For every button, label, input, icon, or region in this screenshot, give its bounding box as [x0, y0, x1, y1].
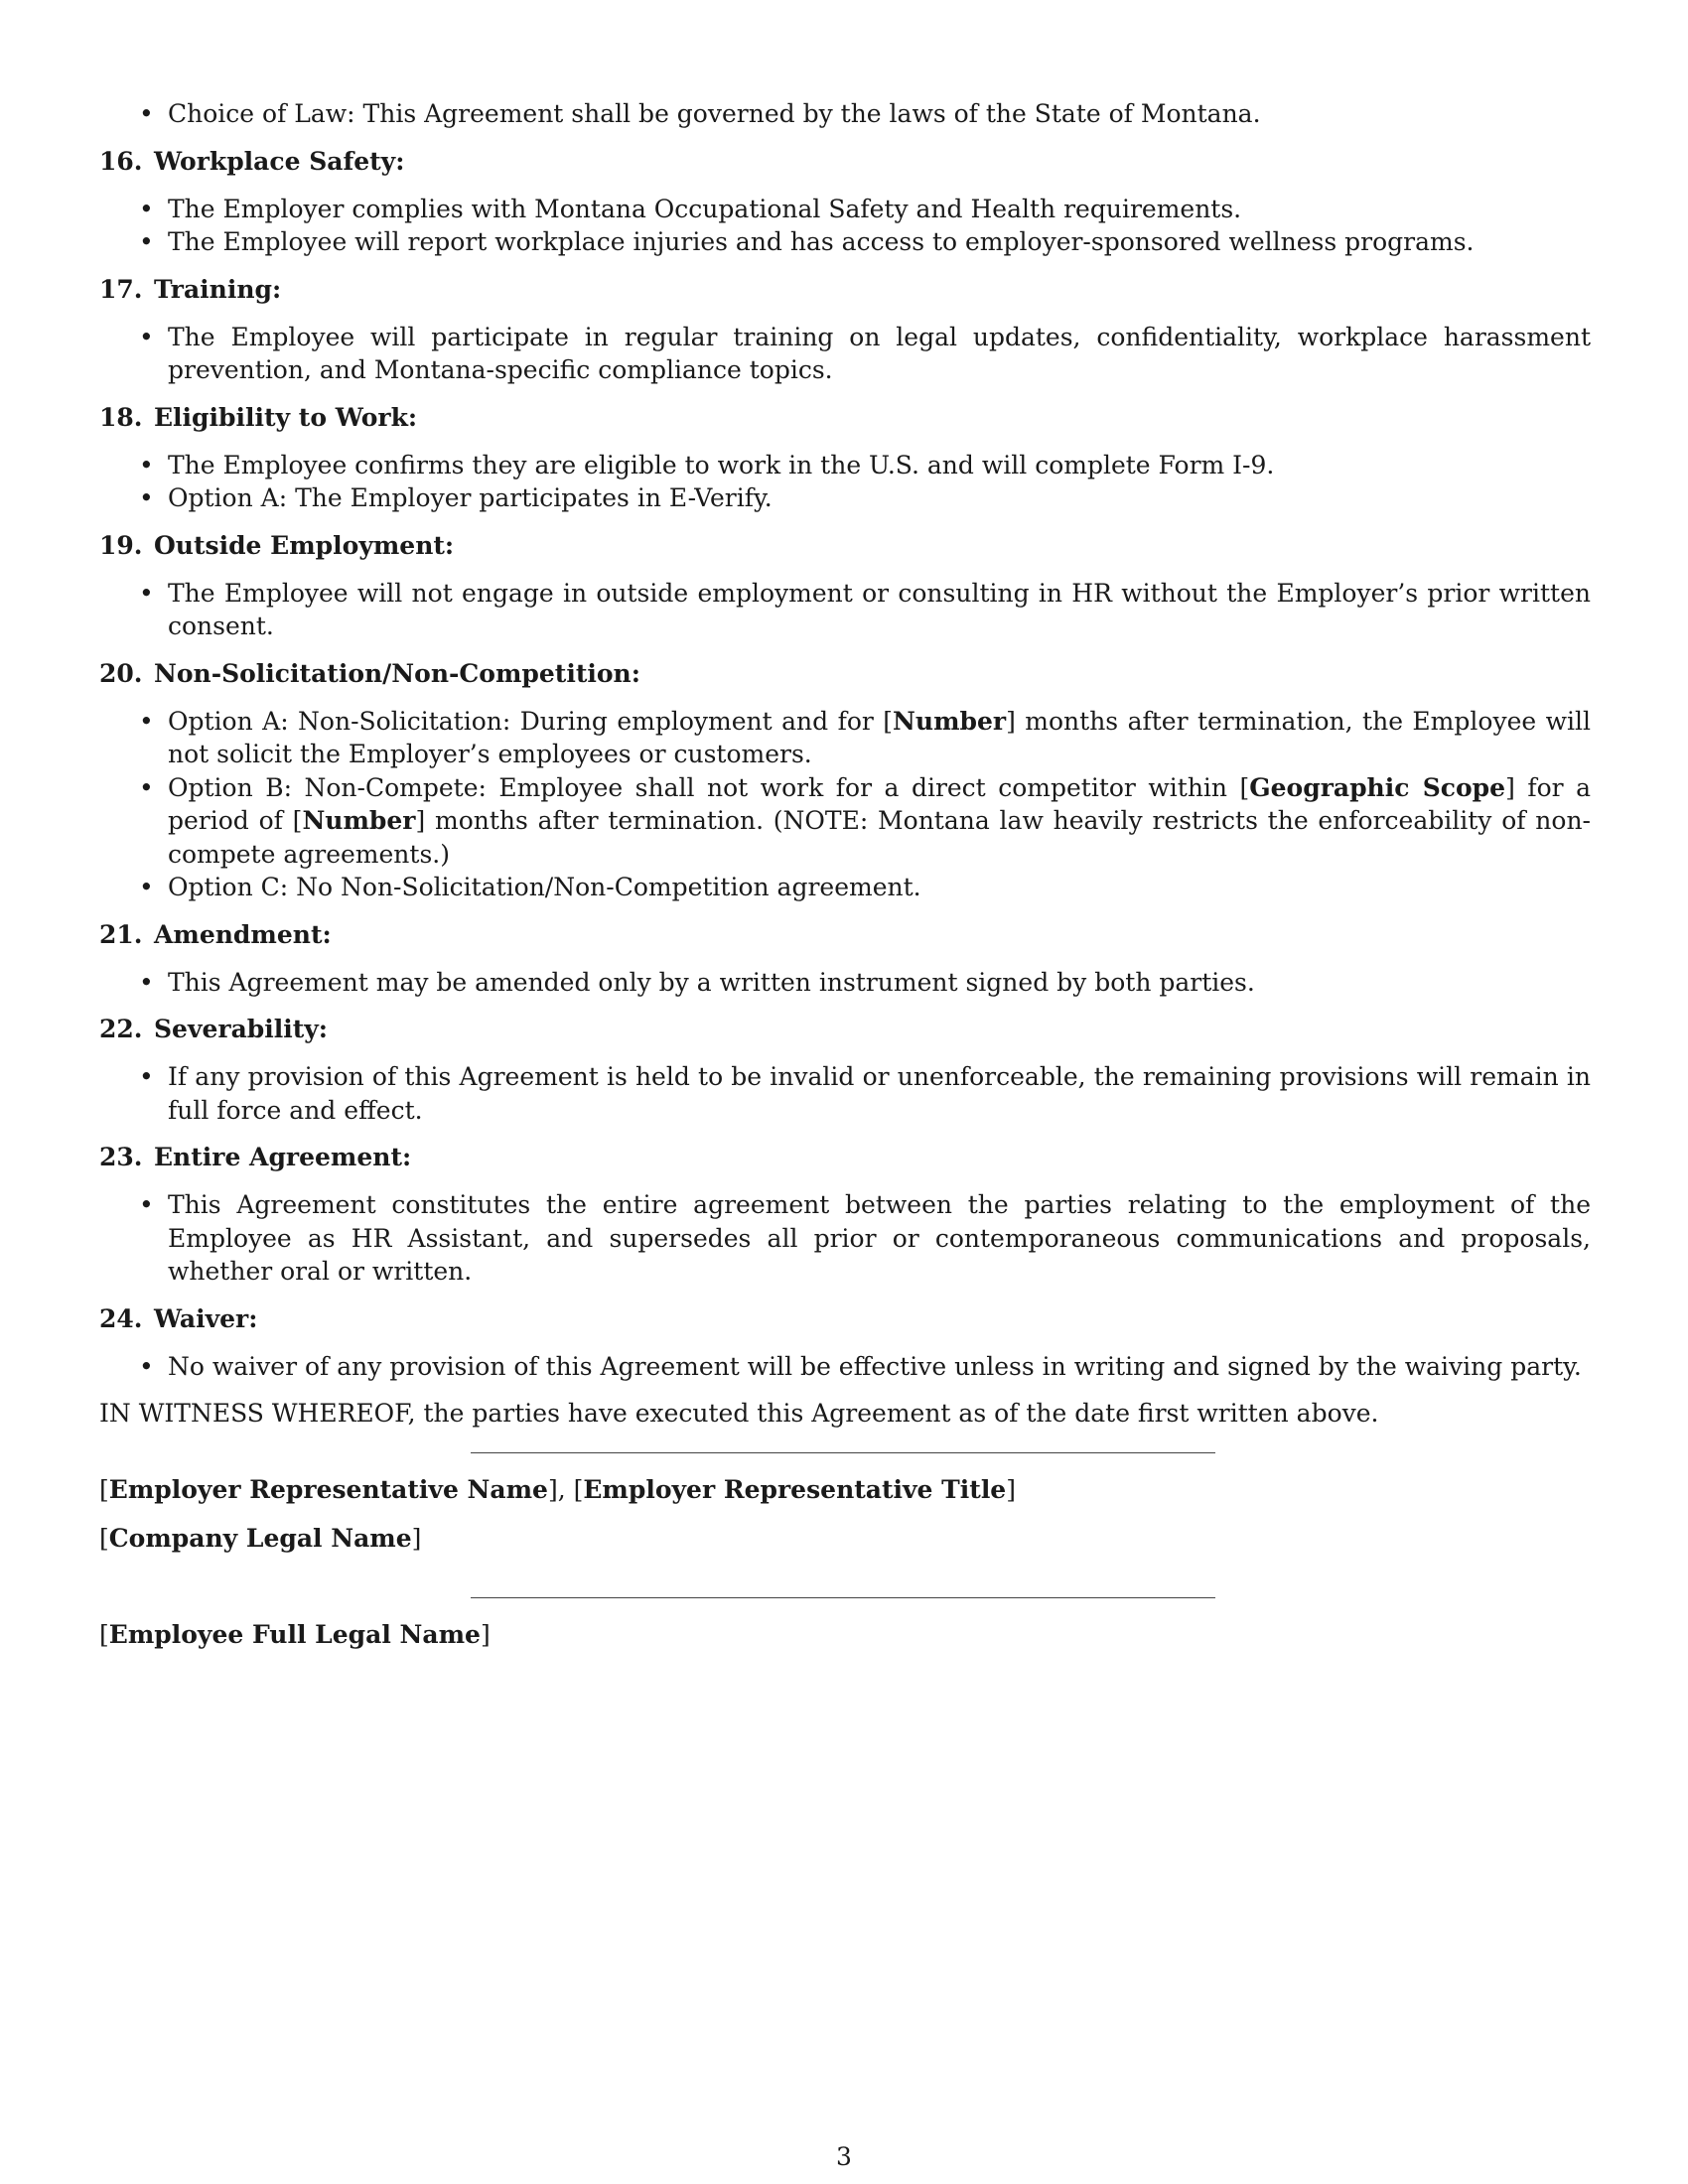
- list-item: [99, 771, 1591, 872]
- text-run: [: [883, 706, 894, 736]
- employer-rep-name: Employer Representative Name: [108, 1474, 548, 1504]
- section-title: [99, 1302, 1591, 1336]
- list-item: • This Agreement may be amended only by a written instrument signed by both parties.: [99, 966, 1591, 1000]
- section-title: [99, 1141, 1591, 1174]
- section-title: [99, 145, 1591, 179]
- section-number: 17.: [99, 274, 143, 304]
- employee-line: [Employee Full Legal Name]: [99, 1619, 491, 1649]
- intro-bullet-list: [99, 97, 1591, 131]
- list-item: • The Employer complies with Montana Occupational Safety and Health requirements.: [99, 193, 1591, 226]
- bullet-list: [99, 577, 1591, 643]
- text-run: Option C: No Non-Solicitation/Non-Competition agreement.: [168, 873, 921, 901]
- placeholder-field: Geographic Scope: [1249, 772, 1506, 802]
- bullet-list: [99, 966, 1591, 1000]
- witness-clause: IN WITNESS WHEREOF, the parties have executed this Agreement as of the date first written above.: [99, 1399, 1379, 1428]
- section-heading: Waiver:: [154, 1303, 258, 1333]
- list-item: • If any provision of this Agreement is held to be invalid or unenforceable, the remaining provisions will remain in full force and effect.: [99, 1060, 1591, 1127]
- bullet-list: [99, 321, 1591, 387]
- placeholder-field: Number: [893, 706, 1007, 736]
- text-run: ] months after termination, the Employee will not solicit the Employer’s employees or customers.: [168, 706, 1591, 768]
- placeholder-field: Number: [302, 806, 416, 835]
- employer-rep-title: Employer Representative Title: [583, 1474, 1007, 1504]
- document-page: [99, 97, 1591, 1651]
- section-title: [99, 401, 1591, 435]
- section-title: [99, 657, 1591, 691]
- list-item: • The Employee confirms they are eligible to work in the U.S. and will complete Form I-9.: [99, 449, 1591, 482]
- section: [99, 918, 1591, 1000]
- section-heading: Training:: [154, 274, 282, 304]
- list-item: [99, 871, 1591, 904]
- employee-name: Employee Full Legal Name: [108, 1619, 481, 1649]
- section: [99, 1302, 1591, 1384]
- section-heading: Outside Employment:: [154, 530, 455, 560]
- section-number: 16.: [99, 146, 143, 176]
- section-number: 20.: [99, 658, 143, 688]
- section-number: 19.: [99, 530, 143, 560]
- section-heading: Amendment:: [154, 919, 332, 949]
- section: [99, 401, 1591, 515]
- text-run: ] for a period of [: [168, 772, 1591, 835]
- list-item: • The Employee will participate in regular training on legal updates, confidentiality, workplace harassment prevention, and Montana-specific compliance topics.: [99, 321, 1591, 387]
- list-item: • This Agreement constitutes the entire agreement between the parties relating to the employment of the Employee as HR Assistant, and supersedes all prior or contemporaneous communications and proposals, whether oral or written.: [99, 1188, 1591, 1289]
- list-item: • The Employee will report workplace injuries and has access to employer-sponsored wellness programs.: [99, 225, 1591, 259]
- section-heading: Workplace Safety:: [154, 146, 405, 176]
- list-item: • Option A: The Employer participates in E-Verify.: [99, 481, 1591, 515]
- section-number: 23.: [99, 1143, 143, 1171]
- section-title: [99, 273, 1591, 307]
- section-heading: Non-Solicitation/Non-Competition:: [154, 658, 640, 688]
- employer-signature-line: [471, 1452, 1215, 1453]
- list-item: • No waiver of any provision of this Agreement will be effective unless in writing and signed by the waiving party.: [99, 1350, 1591, 1384]
- section-heading: Eligibility to Work:: [154, 402, 418, 432]
- company-line: [Company Legal Name]: [99, 1524, 422, 1553]
- page-number: 3: [836, 2142, 852, 2171]
- section-title: [99, 529, 1591, 563]
- section-number: 24.: [99, 1303, 143, 1333]
- section: [99, 273, 1591, 387]
- section: [99, 145, 1591, 259]
- text-run: Option B: Non-Compete: Employee shall not work for a direct competitor within [: [168, 772, 1250, 802]
- bullet-list: [99, 1350, 1591, 1384]
- section-number: 18.: [99, 402, 143, 432]
- employee-signature-line: [471, 1597, 1215, 1598]
- list-item: [99, 705, 1591, 771]
- employer-rep-line: [Employer Representative Name], [Employer Representative Title]: [99, 1474, 1016, 1504]
- bullet-list: [99, 193, 1591, 259]
- bullet-list: [99, 705, 1591, 904]
- text-run: Option A: Non-Solicitation: During employment and for: [168, 706, 884, 736]
- section-title: [99, 918, 1591, 952]
- section: [99, 529, 1591, 643]
- section: [99, 1141, 1591, 1289]
- bullet-list: [99, 449, 1591, 515]
- section-heading: Entire Agreement:: [154, 1143, 412, 1171]
- section-title: [99, 1013, 1591, 1046]
- list-item: • Choice of Law: This Agreement shall be governed by the laws of the State of Montana.: [99, 97, 1591, 131]
- section: [99, 1013, 1591, 1127]
- list-item: • The Employee will not engage in outside employment or consulting in HR without the Employer’s prior written consent.: [99, 577, 1591, 643]
- section-heading: Severability:: [154, 1015, 329, 1043]
- section: [99, 657, 1591, 904]
- company-name: Company Legal Name: [108, 1524, 412, 1553]
- section-number: 22.: [99, 1015, 143, 1043]
- section-number: 21.: [99, 919, 143, 949]
- bullet-list: [99, 1188, 1591, 1289]
- sections-container: [99, 145, 1591, 1384]
- text-run: ] months after termination. (NOTE: Montana law heavily restricts the enforceability of non-compete agreements.): [168, 806, 1591, 869]
- bullet-list: [99, 1060, 1591, 1127]
